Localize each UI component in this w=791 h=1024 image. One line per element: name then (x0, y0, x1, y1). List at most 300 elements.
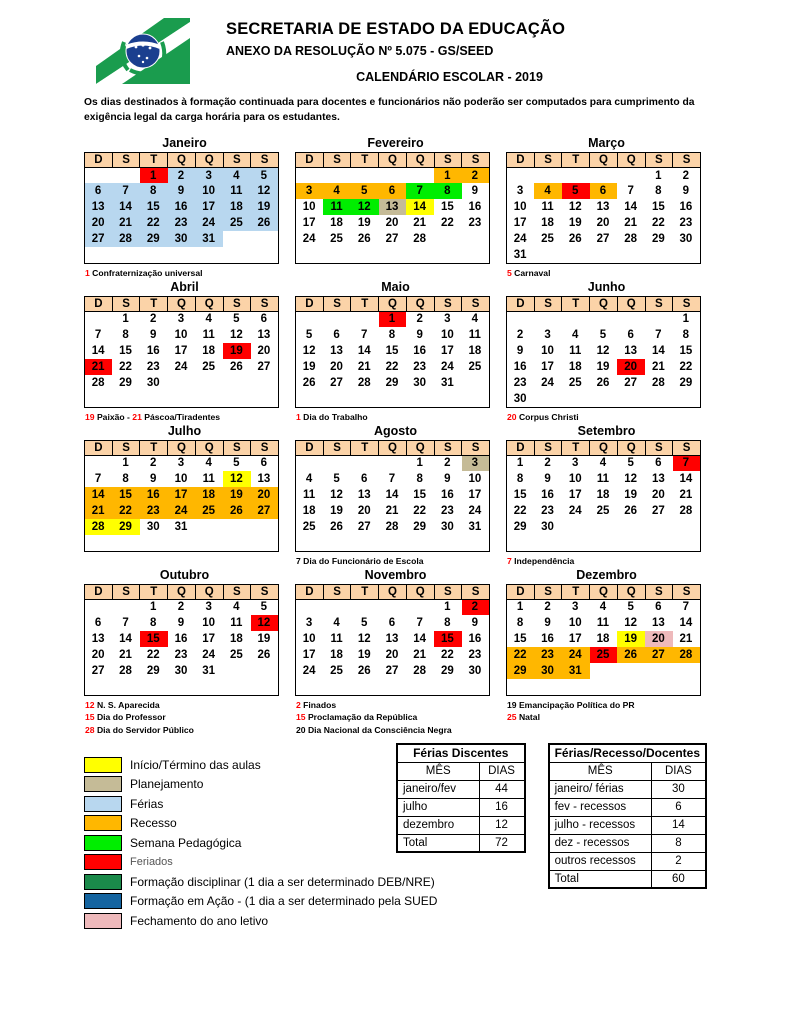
day-cell[interactable]: 31 (468, 521, 482, 534)
day-cell[interactable]: 14 (357, 345, 371, 358)
day-cell[interactable]: 16 (146, 345, 160, 358)
day-cell[interactable]: 29 (513, 521, 527, 534)
day-cell[interactable]: 21 (357, 361, 371, 374)
day-cell[interactable]: 5 (305, 329, 313, 342)
day-cell[interactable]: 22 (112, 503, 140, 519)
day-cell[interactable]: 15 (440, 201, 454, 214)
day-cell[interactable]: 1 (655, 169, 662, 182)
day-cell[interactable]: 10 (202, 617, 216, 630)
day-cell[interactable]: 31 (174, 521, 188, 534)
day-cell[interactable]: 6 (260, 457, 268, 470)
day-cell[interactable]: 1 (444, 601, 451, 614)
day-cell[interactable]: 4 (599, 457, 607, 470)
day-cell[interactable]: 27 (251, 503, 279, 519)
day-cell[interactable]: 27 (385, 665, 399, 678)
day-cell[interactable]: 16 (468, 633, 482, 646)
day-cell[interactable]: 30 (168, 231, 196, 247)
day-cell[interactable]: 24 (302, 665, 316, 678)
day-cell[interactable]: 20 (91, 649, 105, 662)
day-cell[interactable]: 12 (624, 617, 638, 630)
day-cell[interactable]: 21 (624, 217, 638, 230)
day-cell[interactable]: 15 (679, 345, 693, 358)
day-cell[interactable]: 9 (544, 473, 551, 486)
day-cell[interactable]: 21 (112, 215, 140, 231)
day-cell[interactable]: 11 (202, 473, 215, 486)
day-cell[interactable]: 7 (655, 329, 662, 342)
day-cell[interactable]: 7 (416, 617, 423, 630)
day-cell[interactable]: 25 (330, 233, 343, 246)
day-cell[interactable]: 16 (513, 361, 527, 374)
day-cell[interactable]: 26 (624, 505, 638, 518)
day-cell[interactable]: 22 (440, 217, 454, 230)
day-cell[interactable]: 2 (150, 313, 157, 326)
day-cell[interactable]: 16 (440, 489, 454, 502)
day-cell[interactable]: 30 (541, 521, 554, 534)
day-cell[interactable]: 29 (140, 231, 168, 247)
day-cell[interactable]: 6 (85, 183, 113, 199)
day-cell[interactable]: 16 (413, 345, 427, 358)
day-cell[interactable]: 3 (296, 183, 324, 199)
day-cell[interactable]: 28 (413, 233, 427, 246)
day-cell[interactable]: 10 (174, 329, 188, 342)
day-cell[interactable]: 7 (682, 601, 690, 614)
day-cell[interactable]: 13 (91, 633, 105, 646)
day-cell[interactable]: 2 (150, 457, 157, 470)
day-cell[interactable]: 17 (541, 361, 554, 374)
day-cell[interactable]: 9 (416, 329, 423, 342)
day-cell[interactable]: 24 (541, 377, 554, 390)
day-cell[interactable]: 2 (516, 329, 524, 342)
day-cell[interactable]: 4 (333, 617, 340, 630)
day-cell[interactable]: 4 (599, 601, 607, 614)
day-cell[interactable]: 26 (357, 233, 371, 246)
day-cell[interactable]: 27 (385, 233, 399, 246)
day-cell[interactable]: 30 (413, 377, 427, 390)
day-cell[interactable]: 17 (568, 489, 582, 502)
day-cell[interactable]: 27 (624, 377, 638, 390)
day-cell[interactable]: 5 (251, 167, 279, 183)
day-cell[interactable]: 26 (357, 665, 371, 678)
day-cell[interactable]: 17 (440, 345, 454, 358)
day-cell[interactable]: 9 (177, 617, 185, 630)
day-cell[interactable]: 10 (541, 345, 554, 358)
day-cell[interactable]: 9 (471, 617, 479, 630)
day-cell[interactable]: 20 (251, 487, 279, 503)
day-cell[interactable]: 30 (513, 392, 527, 405)
day-cell[interactable]: 26 (223, 503, 251, 519)
day-cell[interactable]: 12 (251, 615, 279, 631)
day-cell[interactable]: 1 (434, 167, 462, 183)
day-cell[interactable]: 25 (195, 503, 223, 519)
day-cell[interactable]: 15 (651, 201, 665, 214)
day-cell[interactable]: 15 (513, 489, 527, 502)
day-cell[interactable]: 14 (679, 617, 693, 630)
day-cell[interactable]: 1 (379, 311, 407, 327)
day-cell[interactable]: 13 (651, 473, 665, 486)
day-cell[interactable]: 26 (251, 215, 279, 231)
day-cell[interactable]: 29 (385, 377, 399, 390)
day-cell[interactable]: 5 (260, 601, 268, 614)
day-cell[interactable]: 23 (534, 647, 562, 663)
day-cell[interactable]: 10 (195, 183, 223, 199)
day-cell[interactable]: 7 (94, 473, 102, 486)
day-cell[interactable]: 24 (174, 361, 188, 374)
day-cell[interactable]: 8 (434, 183, 462, 199)
day-cell[interactable]: 6 (260, 313, 268, 326)
day-cell[interactable]: 20 (651, 489, 665, 502)
day-cell[interactable]: 25 (330, 665, 343, 678)
day-cell[interactable]: 19 (223, 343, 251, 359)
day-cell[interactable]: 8 (444, 617, 451, 630)
day-cell[interactable]: 20 (330, 361, 343, 374)
day-cell[interactable]: 22 (507, 647, 535, 663)
day-cell[interactable]: 21 (385, 505, 399, 518)
day-cell[interactable]: 2 (444, 457, 451, 470)
day-cell[interactable]: 20 (385, 217, 399, 230)
day-cell[interactable]: 26 (257, 649, 271, 662)
day-cell[interactable]: 6 (388, 617, 396, 630)
day-cell[interactable]: 10 (468, 473, 482, 486)
day-cell[interactable]: 3 (572, 601, 579, 614)
day-cell[interactable]: 14 (406, 199, 434, 215)
day-cell[interactable]: 26 (330, 521, 343, 534)
day-cell[interactable]: 12 (351, 199, 379, 215)
day-cell[interactable]: 31 (202, 665, 216, 678)
day-cell[interactable]: 7 (673, 455, 701, 471)
day-cell[interactable]: 6 (361, 473, 368, 486)
day-cell[interactable]: 13 (357, 489, 371, 502)
day-cell[interactable]: 18 (229, 633, 243, 646)
day-cell[interactable]: 12 (223, 471, 251, 487)
day-cell[interactable]: 23 (168, 215, 196, 231)
day-cell[interactable]: 28 (624, 233, 638, 246)
day-cell[interactable]: 23 (679, 217, 693, 230)
day-cell[interactable]: 30 (146, 521, 160, 534)
day-cell[interactable]: 23 (513, 377, 527, 390)
day-cell[interactable]: 1 (140, 167, 168, 183)
day-cell[interactable]: 11 (596, 617, 610, 630)
day-cell[interactable]: 22 (146, 649, 160, 662)
day-cell[interactable]: 19 (624, 489, 638, 502)
day-cell[interactable]: 11 (468, 329, 481, 342)
day-cell[interactable]: 27 (651, 505, 665, 518)
day-cell[interactable]: 20 (617, 359, 645, 375)
day-cell[interactable]: 19 (357, 649, 371, 662)
day-cell[interactable]: 8 (150, 617, 157, 630)
day-cell[interactable]: 2 (462, 599, 490, 615)
day-cell[interactable]: 12 (251, 183, 279, 199)
day-cell[interactable]: 27 (645, 647, 673, 663)
day-cell[interactable]: 20 (85, 215, 113, 231)
day-cell[interactable]: 14 (679, 473, 693, 486)
day-cell[interactable]: 7 (112, 183, 140, 199)
day-cell[interactable]: 19 (302, 361, 316, 374)
day-cell[interactable]: 19 (257, 633, 271, 646)
day-cell[interactable]: 16 (679, 201, 693, 214)
day-cell[interactable]: 14 (112, 199, 140, 215)
day-cell[interactable]: 5 (599, 329, 607, 342)
day-cell[interactable]: 8 (140, 183, 168, 199)
day-cell[interactable]: 21 (119, 649, 132, 662)
day-cell[interactable]: 28 (357, 377, 371, 390)
day-cell[interactable]: 1 (516, 601, 524, 614)
day-cell[interactable]: 8 (516, 617, 524, 630)
day-cell[interactable]: 28 (413, 665, 427, 678)
day-cell[interactable]: 12 (330, 489, 343, 502)
day-cell[interactable]: 18 (195, 487, 223, 503)
day-cell[interactable]: 28 (651, 377, 665, 390)
day-cell[interactable]: 16 (541, 489, 554, 502)
day-cell[interactable]: 18 (202, 345, 216, 358)
day-cell[interactable]: 8 (682, 329, 690, 342)
day-cell[interactable]: 3 (195, 167, 223, 183)
day-cell[interactable]: 15 (140, 631, 168, 647)
day-cell[interactable]: 24 (568, 505, 582, 518)
day-cell[interactable]: 18 (568, 361, 582, 374)
day-cell[interactable]: 18 (596, 489, 610, 502)
day-cell[interactable]: 20 (596, 217, 610, 230)
day-cell[interactable]: 22 (440, 649, 454, 662)
day-cell[interactable]: 5 (233, 457, 240, 470)
day-cell[interactable]: 12 (596, 345, 610, 358)
day-cell[interactable]: 21 (85, 503, 113, 519)
day-cell[interactable]: 1 (122, 457, 129, 470)
day-cell[interactable]: 19 (617, 631, 645, 647)
day-cell[interactable]: 19 (568, 217, 582, 230)
day-cell[interactable]: 27 (596, 233, 610, 246)
day-cell[interactable]: 4 (534, 183, 562, 199)
day-cell[interactable]: 10 (302, 633, 316, 646)
day-cell[interactable]: 29 (119, 377, 132, 390)
day-cell[interactable]: 6 (379, 183, 407, 199)
day-cell[interactable]: 11 (569, 345, 582, 358)
day-cell[interactable]: 25 (468, 361, 482, 374)
day-cell[interactable]: 28 (85, 519, 113, 535)
day-cell[interactable]: 29 (413, 521, 427, 534)
day-cell[interactable]: 25 (596, 505, 610, 518)
day-cell[interactable]: 12 (624, 473, 638, 486)
day-cell[interactable]: 4 (205, 457, 212, 470)
day-cell[interactable]: 14 (85, 487, 113, 503)
day-cell[interactable]: 13 (257, 329, 271, 342)
day-cell[interactable]: 6 (627, 329, 634, 342)
day-cell[interactable]: 11 (596, 473, 610, 486)
day-cell[interactable]: 2 (682, 169, 690, 182)
day-cell[interactable]: 25 (229, 649, 243, 662)
day-cell[interactable]: 29 (146, 665, 160, 678)
day-cell[interactable]: 23 (468, 649, 482, 662)
day-cell[interactable]: 4 (223, 167, 251, 183)
day-cell[interactable]: 24 (168, 503, 196, 519)
day-cell[interactable]: 1 (122, 313, 129, 326)
day-cell[interactable]: 7 (388, 473, 396, 486)
day-cell[interactable]: 9 (168, 183, 196, 199)
day-cell[interactable]: 14 (91, 345, 105, 358)
day-cell[interactable]: 5 (627, 457, 634, 470)
day-cell[interactable]: 30 (679, 233, 693, 246)
day-cell[interactable]: 10 (568, 617, 582, 630)
day-cell[interactable]: 5 (627, 601, 634, 614)
day-cell[interactable]: 8 (516, 473, 524, 486)
day-cell[interactable]: 27 (330, 377, 343, 390)
day-cell[interactable]: 17 (195, 199, 223, 215)
day-cell[interactable]: 20 (385, 649, 399, 662)
day-cell[interactable]: 1 (416, 457, 423, 470)
day-cell[interactable]: 17 (302, 217, 316, 230)
day-cell[interactable]: 18 (302, 505, 316, 518)
day-cell[interactable]: 5 (361, 617, 368, 630)
day-cell[interactable]: 30 (146, 377, 160, 390)
day-cell[interactable]: 27 (85, 231, 113, 247)
day-cell[interactable]: 14 (413, 633, 427, 646)
day-cell[interactable]: 5 (333, 473, 340, 486)
day-cell[interactable]: 17 (202, 633, 216, 646)
day-cell[interactable]: 29 (679, 377, 693, 390)
day-cell[interactable]: 15 (434, 631, 462, 647)
day-cell[interactable]: 8 (122, 329, 129, 342)
day-cell[interactable]: 13 (379, 199, 407, 215)
day-cell[interactable]: 22 (513, 505, 527, 518)
day-cell[interactable]: 19 (223, 487, 251, 503)
day-cell[interactable]: 10 (174, 473, 188, 486)
day-cell[interactable]: 31 (513, 249, 527, 262)
day-cell[interactable]: 2 (462, 167, 490, 183)
day-cell[interactable]: 16 (174, 633, 188, 646)
day-cell[interactable]: 25 (568, 377, 582, 390)
day-cell[interactable]: 31 (440, 377, 454, 390)
day-cell[interactable]: 18 (330, 217, 343, 230)
day-cell[interactable]: 21 (679, 633, 693, 646)
day-cell[interactable]: 3 (572, 457, 579, 470)
day-cell[interactable]: 3 (205, 601, 212, 614)
day-cell[interactable]: 19 (357, 217, 371, 230)
day-cell[interactable]: 18 (468, 345, 482, 358)
day-cell[interactable]: 23 (140, 503, 168, 519)
day-cell[interactable]: 22 (119, 361, 132, 374)
day-cell[interactable]: 8 (122, 473, 129, 486)
day-cell[interactable]: 9 (471, 185, 479, 198)
day-cell[interactable]: 9 (150, 329, 157, 342)
day-cell[interactable]: 26 (568, 233, 582, 246)
day-cell[interactable]: 17 (302, 649, 316, 662)
day-cell[interactable]: 26 (229, 361, 243, 374)
day-cell[interactable]: 24 (202, 649, 216, 662)
day-cell[interactable]: 4 (471, 313, 479, 326)
day-cell[interactable]: 14 (119, 633, 132, 646)
day-cell[interactable]: 4 (323, 183, 351, 199)
day-cell[interactable]: 18 (541, 217, 554, 230)
day-cell[interactable]: 9 (544, 617, 551, 630)
day-cell[interactable]: 11 (323, 199, 351, 215)
day-cell[interactable]: 14 (624, 201, 638, 214)
day-cell[interactable]: 25 (223, 215, 251, 231)
day-cell[interactable]: 14 (651, 345, 665, 358)
day-cell[interactable]: 25 (302, 521, 316, 534)
day-cell[interactable]: 2 (544, 601, 551, 614)
day-cell[interactable]: 11 (541, 201, 554, 214)
day-cell[interactable]: 20 (645, 631, 673, 647)
day-cell[interactable]: 17 (174, 345, 188, 358)
day-cell[interactable]: 23 (413, 361, 427, 374)
day-cell[interactable]: 6 (590, 183, 618, 199)
day-cell[interactable]: 10 (568, 473, 582, 486)
day-cell[interactable]: 11 (202, 329, 215, 342)
day-cell[interactable]: 28 (385, 521, 399, 534)
day-cell[interactable]: 11 (330, 633, 343, 646)
day-cell[interactable]: 27 (357, 521, 371, 534)
day-cell[interactable]: 23 (440, 505, 454, 518)
day-cell[interactable]: 22 (651, 217, 665, 230)
day-cell[interactable]: 9 (516, 345, 524, 358)
day-cell[interactable]: 17 (468, 489, 482, 502)
day-cell[interactable]: 21 (85, 359, 113, 375)
day-cell[interactable]: 25 (541, 233, 554, 246)
day-cell[interactable]: 30 (440, 521, 454, 534)
day-cell[interactable]: 15 (140, 199, 168, 215)
day-cell[interactable]: 17 (168, 487, 196, 503)
day-cell[interactable]: 23 (468, 217, 482, 230)
day-cell[interactable]: 23 (174, 649, 188, 662)
day-cell[interactable]: 3 (462, 455, 490, 471)
day-cell[interactable]: 15 (513, 633, 527, 646)
day-cell[interactable]: 24 (195, 215, 223, 231)
day-cell[interactable]: 13 (651, 617, 665, 630)
day-cell[interactable]: 29 (112, 519, 140, 535)
day-cell[interactable]: 12 (302, 345, 316, 358)
day-cell[interactable]: 24 (440, 361, 454, 374)
day-cell[interactable]: 15 (112, 487, 140, 503)
day-cell[interactable]: 25 (202, 361, 216, 374)
day-cell[interactable]: 13 (624, 345, 638, 358)
day-cell[interactable]: 1 (516, 457, 524, 470)
day-cell[interactable]: 17 (513, 217, 527, 230)
day-cell[interactable]: 29 (440, 665, 454, 678)
day-cell[interactable]: 28 (91, 377, 105, 390)
day-cell[interactable]: 26 (617, 647, 645, 663)
day-cell[interactable]: 30 (468, 665, 482, 678)
day-cell[interactable]: 23 (541, 505, 554, 518)
day-cell[interactable]: 13 (85, 199, 113, 215)
day-cell[interactable]: 1 (150, 601, 157, 614)
day-cell[interactable]: 14 (385, 489, 399, 502)
day-cell[interactable]: 18 (223, 199, 251, 215)
day-cell[interactable]: 22 (385, 361, 399, 374)
day-cell[interactable]: 17 (568, 633, 582, 646)
day-cell[interactable]: 3 (516, 185, 524, 198)
day-cell[interactable]: 21 (413, 649, 427, 662)
day-cell[interactable]: 7 (627, 185, 634, 198)
day-cell[interactable]: 9 (150, 473, 157, 486)
day-cell[interactable]: 4 (233, 601, 240, 614)
day-cell[interactable]: 19 (596, 361, 610, 374)
day-cell[interactable]: 21 (413, 217, 427, 230)
day-cell[interactable]: 21 (679, 489, 693, 502)
day-cell[interactable]: 24 (468, 505, 482, 518)
day-cell[interactable]: 3 (177, 457, 185, 470)
day-cell[interactable]: 16 (468, 201, 482, 214)
day-cell[interactable]: 15 (119, 345, 132, 358)
day-cell[interactable]: 20 (257, 345, 271, 358)
day-cell[interactable]: 12 (568, 201, 582, 214)
day-cell[interactable]: 6 (333, 329, 340, 342)
day-cell[interactable]: 26 (302, 377, 316, 390)
day-cell[interactable]: 6 (655, 601, 662, 614)
day-cell[interactable]: 3 (305, 617, 313, 630)
day-cell[interactable]: 3 (544, 329, 551, 342)
day-cell[interactable]: 16 (168, 199, 196, 215)
day-cell[interactable]: 28 (679, 505, 693, 518)
day-cell[interactable]: 28 (673, 647, 701, 663)
